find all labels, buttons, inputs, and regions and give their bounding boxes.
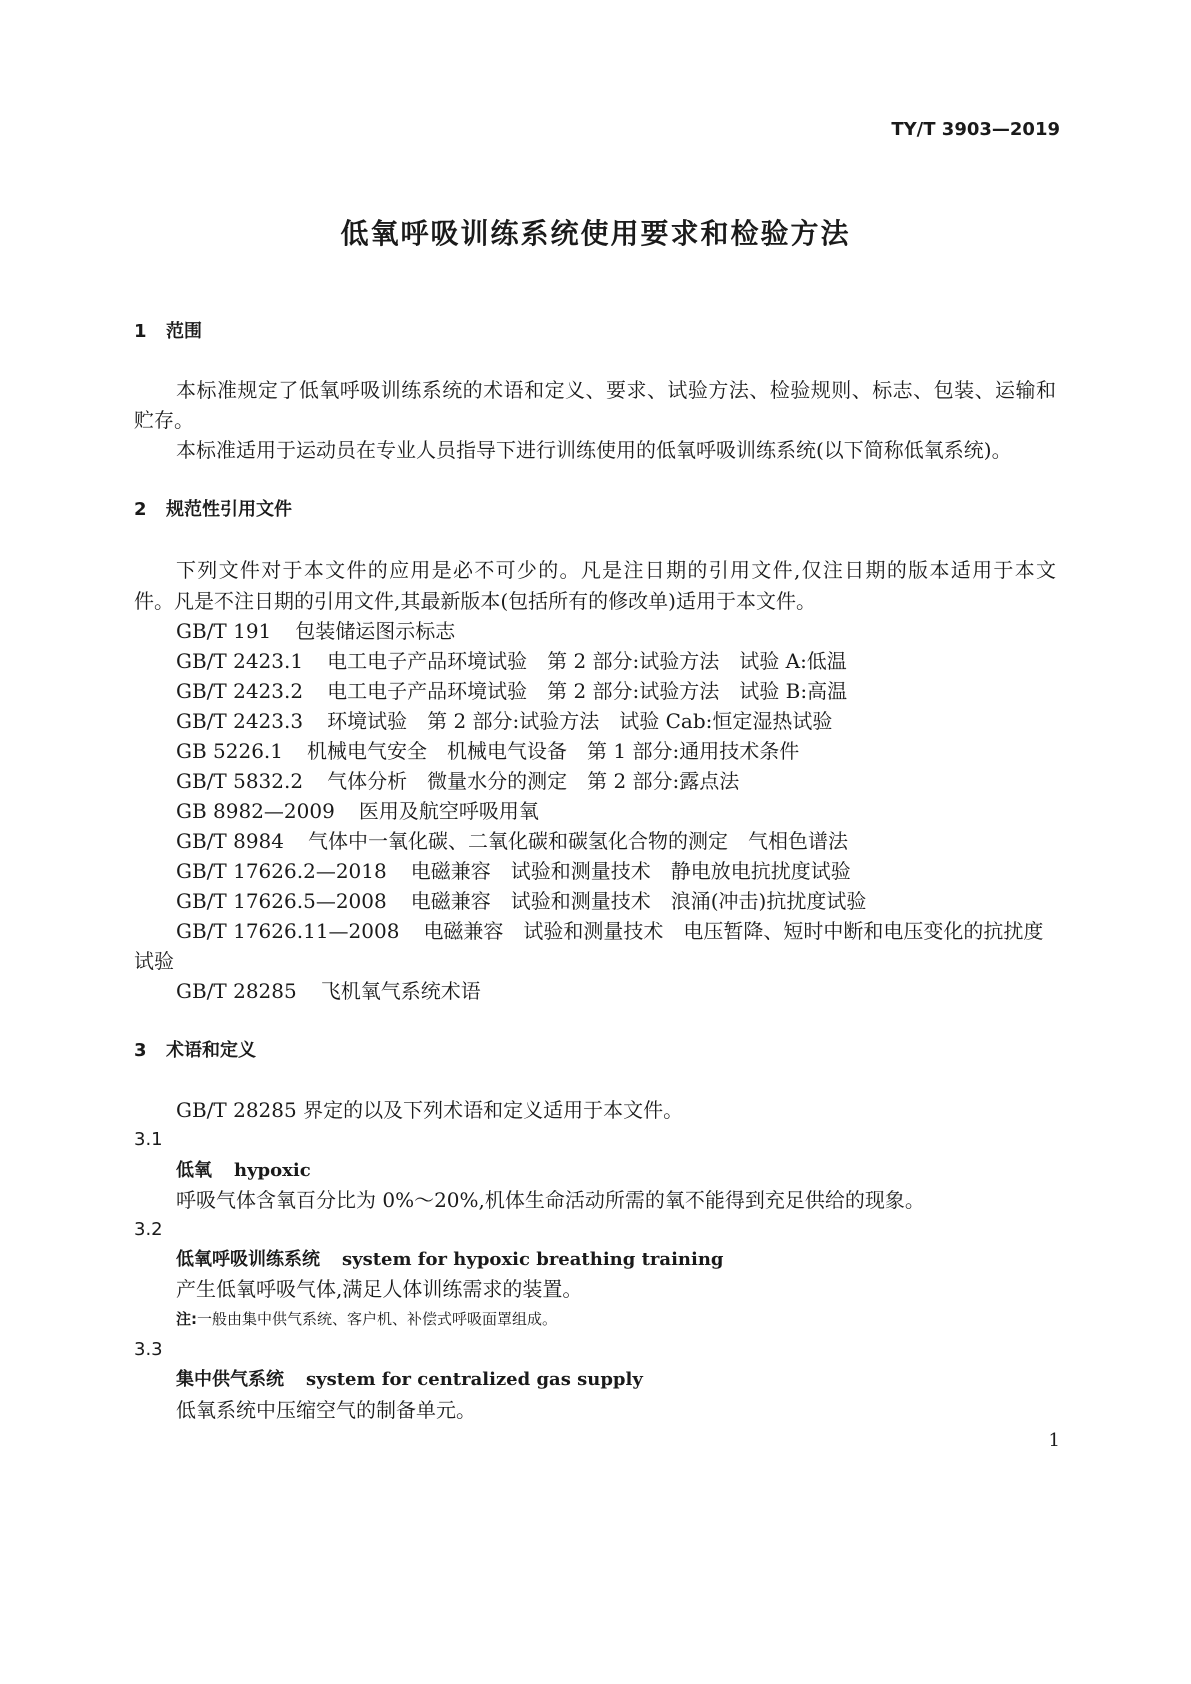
term-heading bbox=[176, 1246, 1191, 1274]
reference-item-continuation: 试验 bbox=[134, 949, 174, 973]
reference-item bbox=[176, 647, 1056, 675]
reference-title: 电工电子产品环境试验 第 2 部分:试验方法 试验 A:低温 bbox=[327, 649, 847, 673]
reference-item bbox=[176, 857, 1056, 885]
section-1-para1-line1: 本标准规定了低氧呼吸训练系统的术语和定义、要求、试验方法、检验规则、标志、包装、运输和 bbox=[176, 378, 1056, 402]
term-heading bbox=[176, 1366, 1191, 1394]
term-definition: 产生低氧呼吸气体,满足人体训练需求的装置。 bbox=[176, 1277, 583, 1301]
reference-code: GB/T 17626.2—2018 bbox=[176, 859, 387, 883]
reference-title: 环境试验 第 2 部分:试验方法 试验 Cab:恒定湿热试验 bbox=[327, 709, 833, 733]
reference-code: GB/T 2423.2 bbox=[176, 679, 304, 703]
section-2-intro-line2: 件。凡是不注日期的引用文件,其最新版本(包括所有的修改单)适用于本文件。 bbox=[134, 589, 816, 613]
reference-item bbox=[176, 737, 1056, 765]
section-1-para2: 本标准适用于运动员在专业人员指导下进行训练使用的低氧呼吸训练系统(以下简称低氧系统)。 bbox=[176, 438, 1012, 462]
term-definition: 低氧系统中压缩空气的制备单元。 bbox=[176, 1398, 476, 1422]
reference-title: 电磁兼容 试验和测量技术 电压暂降、短时中断和电压变化的抗扰度 bbox=[423, 919, 1044, 943]
term-zh: 低氧 bbox=[176, 1160, 212, 1181]
reference-code: GB/T 17626.5—2008 bbox=[176, 889, 387, 913]
reference-title: 电磁兼容 试验和测量技术 静电放电抗扰度试验 bbox=[410, 859, 851, 883]
reference-title: 气体分析 微量水分的测定 第 2 部分:露点法 bbox=[327, 769, 740, 793]
reference-item bbox=[176, 677, 1056, 705]
reference-title: 机械电气安全 机械电气设备 第 1 部分:通用技术条件 bbox=[307, 739, 800, 763]
reference-title: 电磁兼容 试验和测量技术 浪涌(冲击)抗扰度试验 bbox=[410, 889, 867, 913]
reference-item bbox=[176, 797, 1056, 825]
reference-title: 医用及航空呼吸用氧 bbox=[358, 799, 539, 823]
term-number: 3.3 bbox=[134, 1339, 163, 1360]
reference-item bbox=[176, 767, 1056, 795]
reference-item bbox=[176, 917, 1056, 945]
section-2-heading bbox=[134, 496, 1191, 524]
term-note bbox=[176, 1305, 1191, 1333]
section-title: 范围 bbox=[166, 321, 202, 342]
section-1-para1-line2: 贮存。 bbox=[134, 408, 194, 432]
term-en: hypoxic bbox=[234, 1160, 311, 1181]
reference-item bbox=[176, 617, 1056, 645]
note-text: 一般由集中供气系统、客户机、补偿式呼吸面罩组成。 bbox=[197, 1310, 558, 1328]
reference-code: GB 5226.1 bbox=[176, 739, 284, 763]
section-1-heading bbox=[134, 318, 1191, 346]
section-number: 1 bbox=[134, 321, 147, 342]
reference-item bbox=[176, 827, 1056, 855]
reference-code: GB 8982—2009 bbox=[176, 799, 335, 823]
reference-title: 飞机氧气系统术语 bbox=[320, 979, 481, 1003]
standard-number: TY/T 3903—2019 bbox=[891, 119, 1060, 140]
section-2-intro-line1: 下列文件对于本文件的应用是必不可少的。凡是注日期的引用文件,仅注日期的版本适用于本文 bbox=[176, 558, 1056, 582]
reference-title: 电工电子产品环境试验 第 2 部分:试验方法 试验 B:高温 bbox=[327, 679, 848, 703]
term-number: 3.2 bbox=[134, 1219, 163, 1240]
term-zh: 低氧呼吸训练系统 bbox=[176, 1249, 320, 1270]
reference-item bbox=[176, 887, 1056, 915]
reference-title: 气体中一氧化碳、二氧化碳和碳氢化合物的测定 气相色谱法 bbox=[308, 829, 849, 853]
reference-item bbox=[176, 977, 1056, 1005]
reference-code: GB/T 191 bbox=[176, 619, 272, 643]
reference-code: GB/T 8984 bbox=[176, 829, 285, 853]
page-number: 1 bbox=[1048, 1430, 1060, 1451]
term-heading bbox=[176, 1157, 1191, 1185]
section-title: 规范性引用文件 bbox=[166, 499, 292, 520]
note-label: 注: bbox=[176, 1310, 197, 1328]
term-en: system for centralized gas supply bbox=[306, 1369, 643, 1390]
section-3-intro: GB/T 28285 界定的以及下列术语和定义适用于本文件。 bbox=[176, 1098, 684, 1122]
reference-code: GB/T 5832.2 bbox=[176, 769, 304, 793]
reference-code: GB/T 2423.1 bbox=[176, 649, 304, 673]
term-definition: 呼吸气体含氧百分比为 0%～20%,机体生命活动所需的氧不能得到充足供给的现象。 bbox=[176, 1188, 925, 1212]
section-number: 2 bbox=[134, 499, 147, 520]
reference-code: GB/T 2423.3 bbox=[176, 709, 304, 733]
term-zh: 集中供气系统 bbox=[176, 1369, 284, 1390]
reference-item bbox=[176, 707, 1056, 735]
term-en: system for hypoxic breathing training bbox=[342, 1249, 724, 1270]
document-title: 低氧呼吸训练系统使用要求和检验方法 bbox=[340, 217, 851, 250]
section-3-heading bbox=[134, 1037, 1191, 1065]
section-title: 术语和定义 bbox=[166, 1040, 256, 1061]
section-number: 3 bbox=[134, 1040, 147, 1061]
term-number: 3.1 bbox=[134, 1129, 163, 1150]
reference-code: GB/T 28285 bbox=[176, 979, 297, 1003]
reference-code: GB/T 17626.11—2008 bbox=[176, 919, 400, 943]
reference-title: 包装储运图示标志 bbox=[295, 619, 456, 643]
